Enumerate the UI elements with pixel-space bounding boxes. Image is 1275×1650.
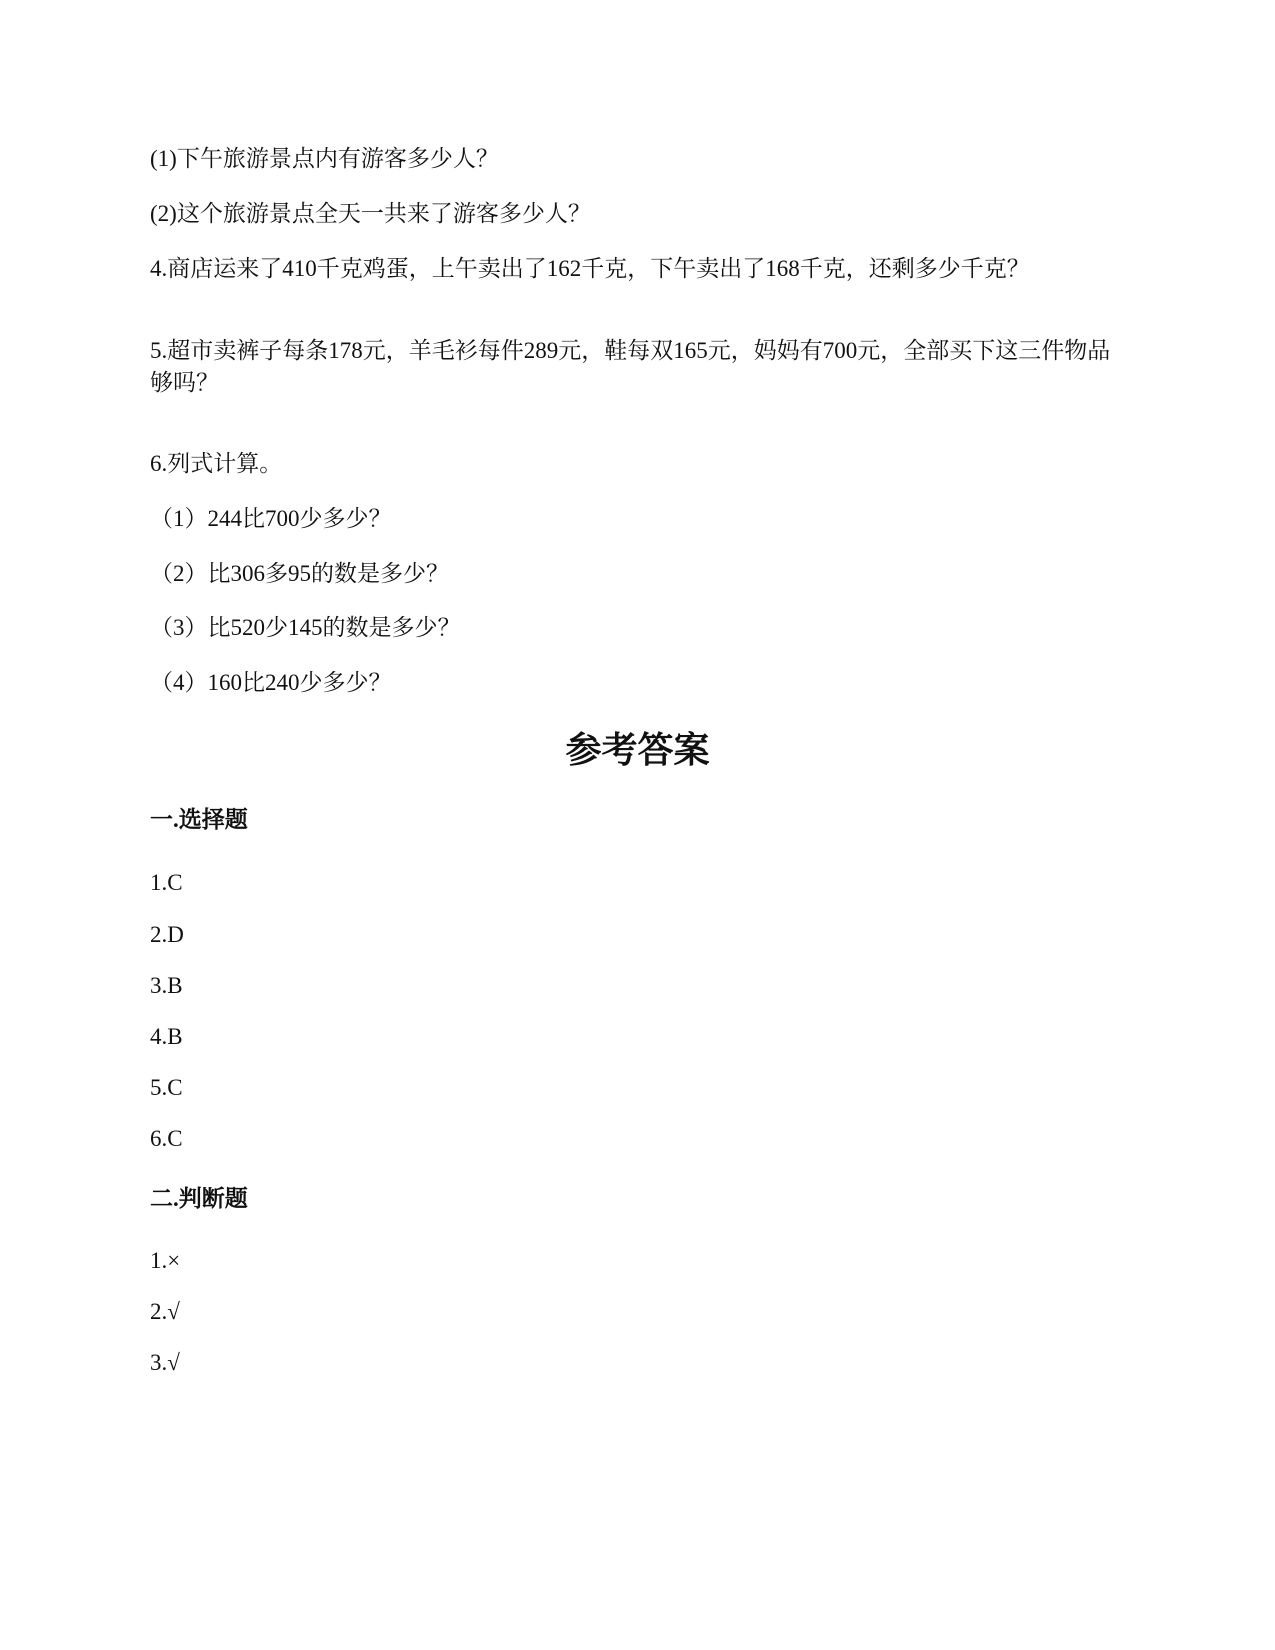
question-6-item-2: （2）比306多95的数是多少？ — [150, 561, 449, 586]
question-4: 4.商店运来了410千克鸡蛋，上午卖出了162千克，下午卖出了168千克，还剩多少千克？ — [150, 256, 1030, 281]
question-6-item-3: （3）比520少145的数是多少？ — [150, 615, 461, 640]
section-1-answer-6: 6.C — [150, 1126, 183, 1151]
question-6: 6.列式计算。 — [150, 451, 283, 476]
section-2-answer-3: 3.√ — [150, 1350, 180, 1375]
section-2-heading: 二.判断题 — [150, 1186, 248, 1211]
section-1-heading: 一.选择题 — [150, 807, 248, 832]
section-1-answer-1: 1.C — [150, 870, 183, 895]
question-3-part-2: (2)这个旅游景点全天一共来了游客多少人？ — [150, 201, 591, 226]
question-6-item-1: （1）244比700少多少？ — [150, 506, 392, 531]
section-1-answer-5: 5.C — [150, 1075, 183, 1100]
question-3-part-1: (1)下午旅游景点内有游客多少人？ — [150, 146, 499, 171]
section-1-answer-3: 3.B — [150, 973, 183, 998]
section-1-answer-2: 2.D — [150, 922, 184, 947]
section-1-answer-4: 4.B — [150, 1024, 183, 1049]
question-6-item-4: （4）160比240少多少？ — [150, 670, 392, 695]
section-2-answer-1: 1.× — [150, 1248, 181, 1273]
answers-title: 参考答案 — [565, 730, 710, 770]
section-2-answer-2: 2.√ — [150, 1299, 180, 1324]
question-5: 5.超市卖裤子每条178元，羊毛衫每件289元，鞋每双165元，妈妈有700元，全部买下这三件物品够吗？ — [150, 338, 1111, 395]
